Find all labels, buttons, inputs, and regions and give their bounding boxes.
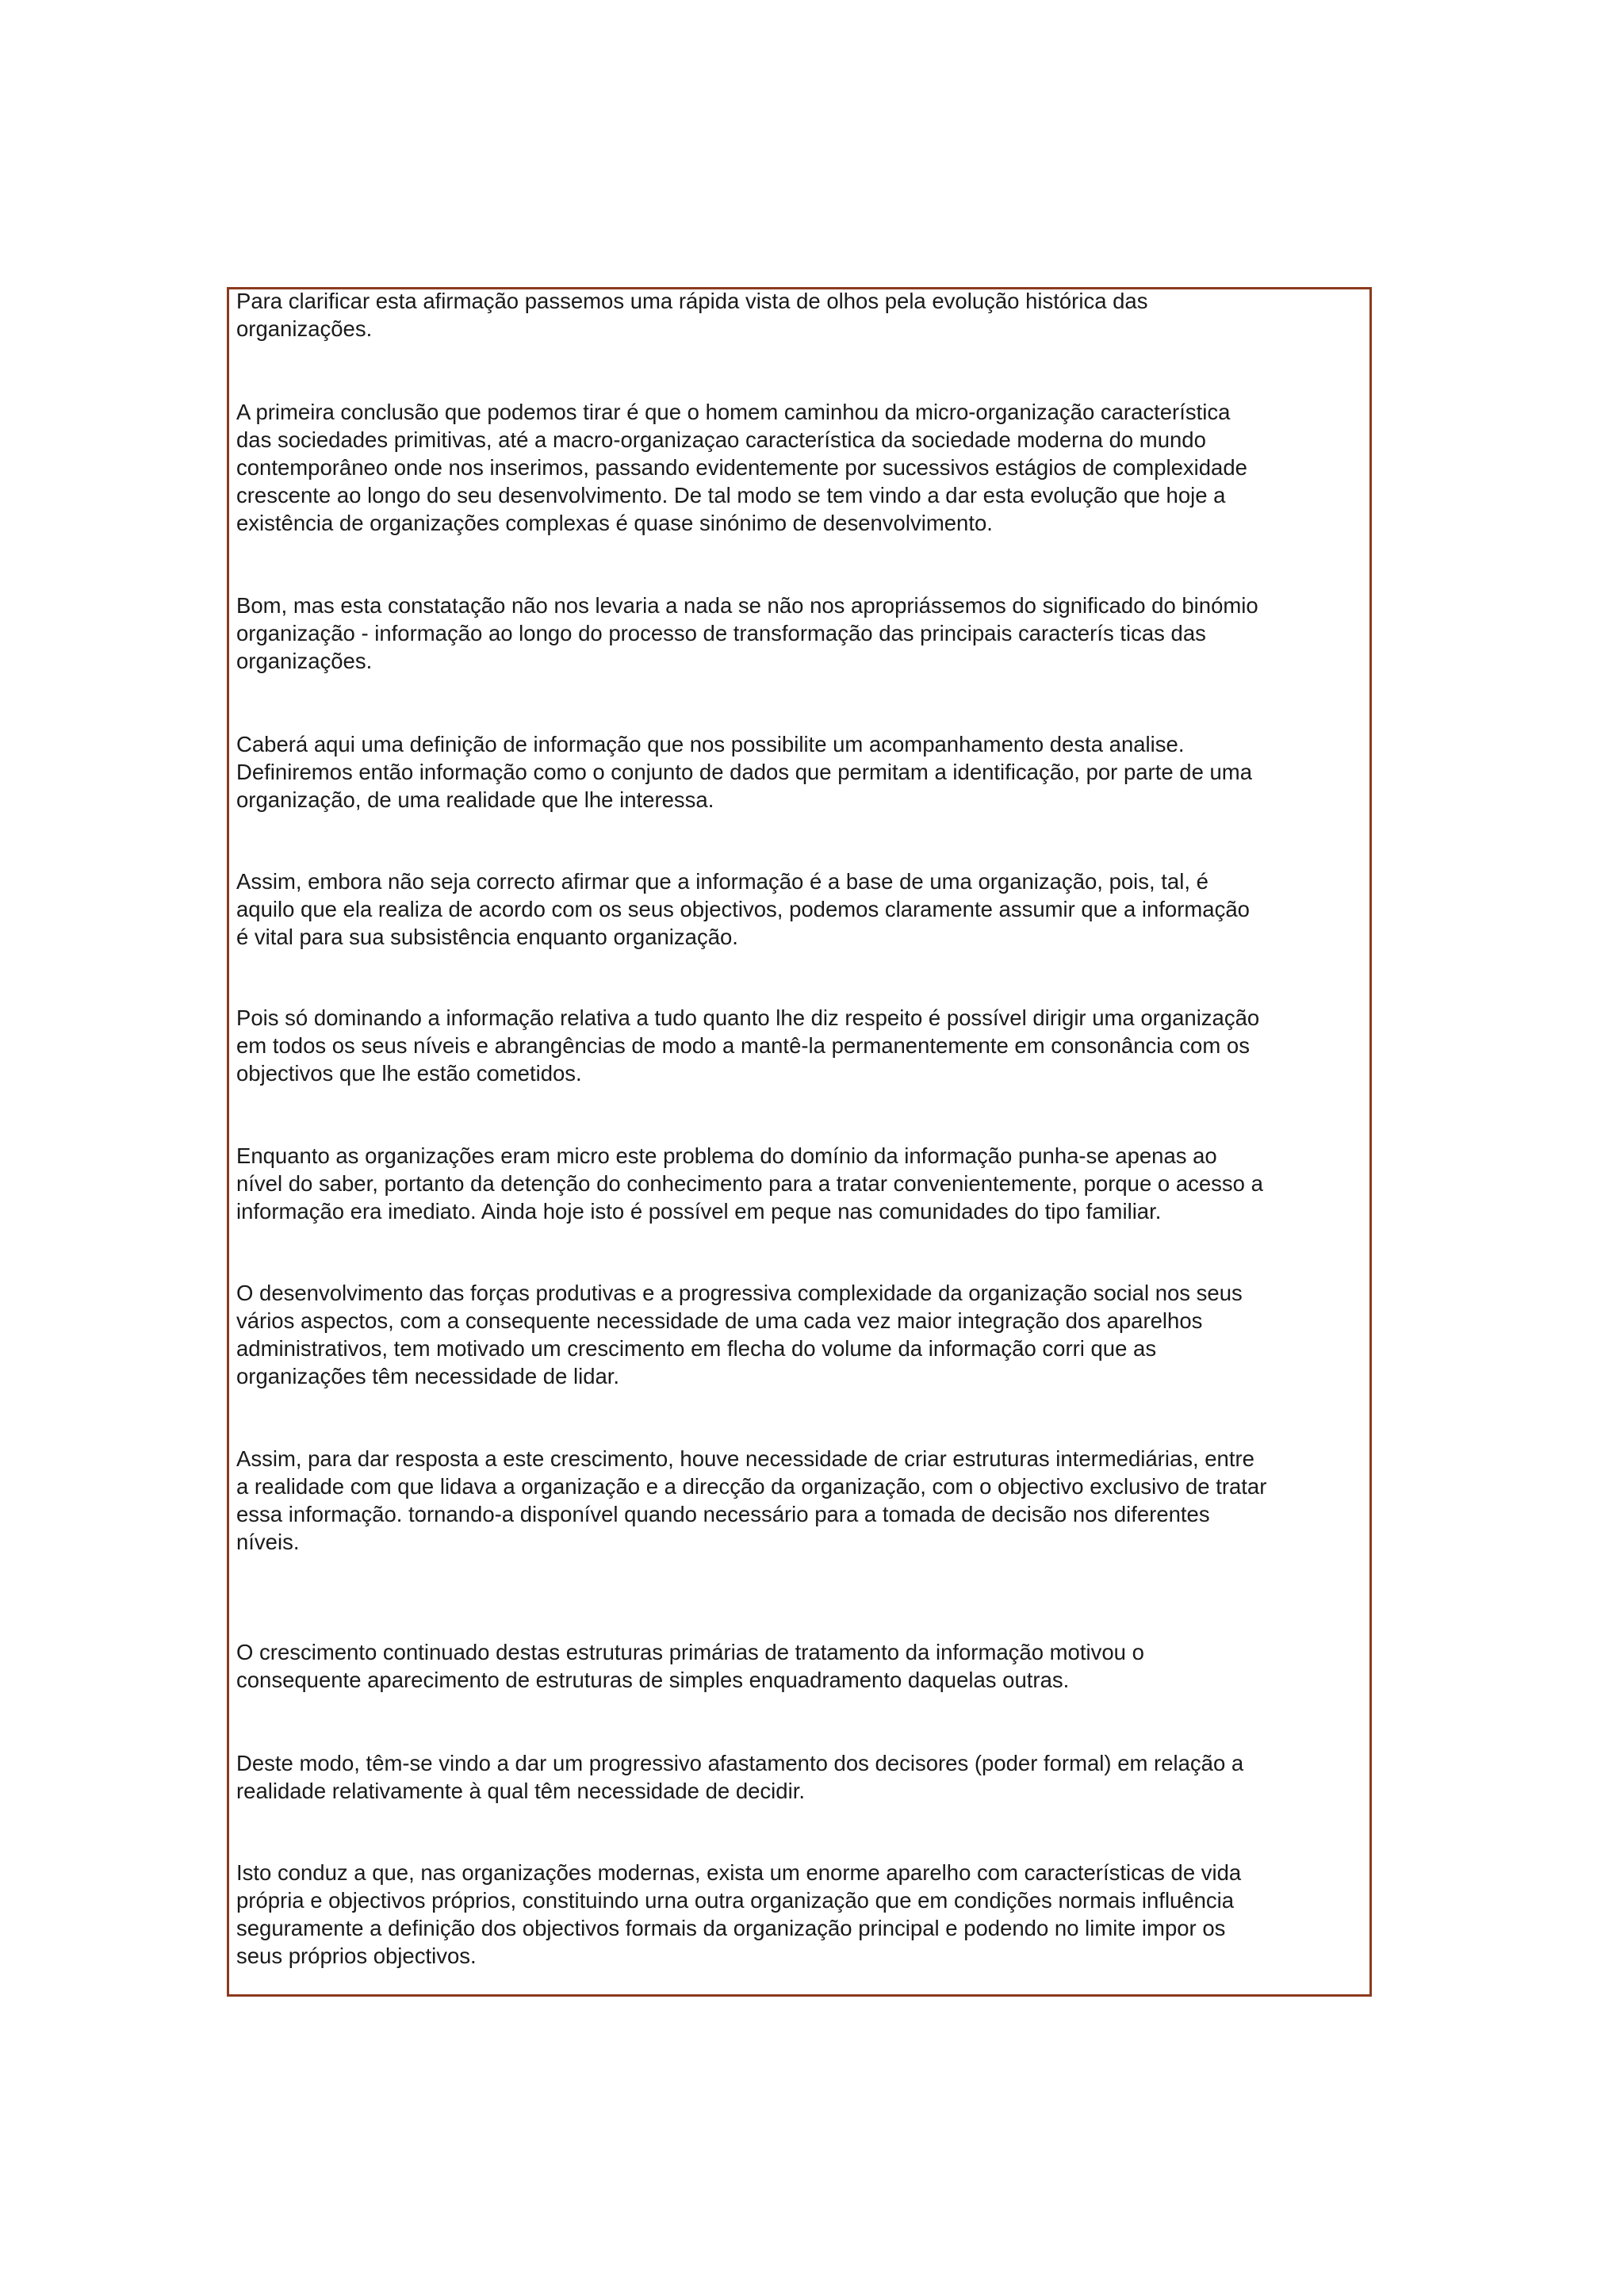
paragraph-1: Para clarificar esta afirmação passemos uma rápida vista de olhos pela evolução histórica das organizações. bbox=[236, 289, 1148, 341]
paragraph-3: Bom, mas esta constatação não nos levaria a nada se não nos apropriássemos do significado do binómio organização - informação ao longo do processo de transformação das principais caracterís ticas das organizações. bbox=[236, 593, 1258, 673]
paragraph-8: O desenvolvimento das forças produtivas e a progressiva complexidade da organização social nos seus vários aspectos, com a consequente necessidade de uma cada vez maior integração dos aparelhos administrativos, tem motivado um crescimento em flecha do volume da informação corri que as organizações têm necessidade de lidar. bbox=[236, 1281, 1243, 1388]
paragraph-12: Isto conduz a que, nas organizações modernas, exista um enorme aparelho com características de vida própria e objectivos próprios, constituindo urna outra organização que em condições normais influência seguramente a definição dos objectivos formais da organização principal e podendo no limite impor os seus próprios objectivos. bbox=[236, 1860, 1242, 1968]
paragraph-5: Assim, embora não seja correcto afirmar que a informação é a base de uma organização, pois, tal, é aquilo que ela realiza de acordo com os seus objectivos, podemos claramente assumir que a informação é vital para sua subsistência enquanto organização. bbox=[236, 869, 1250, 949]
paragraph-2: A primeira conclusão que podemos tirar é que o homem caminhou da micro-organização característica das sociedades primitivas, até a macro-organizaçao característica da sociedade moderna do mundo contemporâneo onde nos inserimos, passando evidentemente por sucessivos estágios de complexidade crescente ao longo do seu desenvolvimento. De tal modo se tem vindo a dar esta evolução que hoje a existência de organizações complexas é quase sinónimo de desenvolvimento. bbox=[236, 400, 1247, 535]
paragraph-4: Caberá aqui uma definição de informação que nos possibilite um acompanhamento desta analise. Definiremos então informação como o conjunto de dados que permitam a identificação, por parte de uma organização, de uma realidade que lhe interessa. bbox=[236, 732, 1253, 812]
paragraph-9: Assim, para dar resposta a este crescimento, houve necessidade de criar estruturas intermediárias, entre a realidade com que lidava a organização e a direcção da organização, com o objectivo exclusivo de tratar essa informação. tornando-a disponível quando necessário para a tomada de decisão nos diferentes níveis. bbox=[236, 1446, 1267, 1554]
paragraph-11: Deste modo, têm-se vindo a dar um progressivo afastamento dos decisores (poder formal) em relação a realidade relativamente à qual têm necessidade de decidir. bbox=[236, 1751, 1244, 1803]
paragraph-7: Enquanto as organizações eram micro este problema do domínio da informação punha-se apenas ao nível do saber, portanto da detenção do conhecimento para a tratar convenientemente, porque o acesso a informação era imediato. Ainda hoje isto é possível em peque nas comunidades do tipo familiar. bbox=[236, 1143, 1263, 1224]
paragraph-6: Pois só dominando a informação relativa a tudo quanto lhe diz respeito é possível dirigir uma organização em todos os seus níveis e abrangências de modo a mantê-la permanentemente em consonância com os objectivos que lhe estão cometidos. bbox=[236, 1005, 1260, 1086]
paragraph-10: O crescimento continuado destas estruturas primárias de tratamento da informação motivou o consequente aparecimento de estruturas de simples enquadramento daquelas outras. bbox=[236, 1640, 1144, 1692]
